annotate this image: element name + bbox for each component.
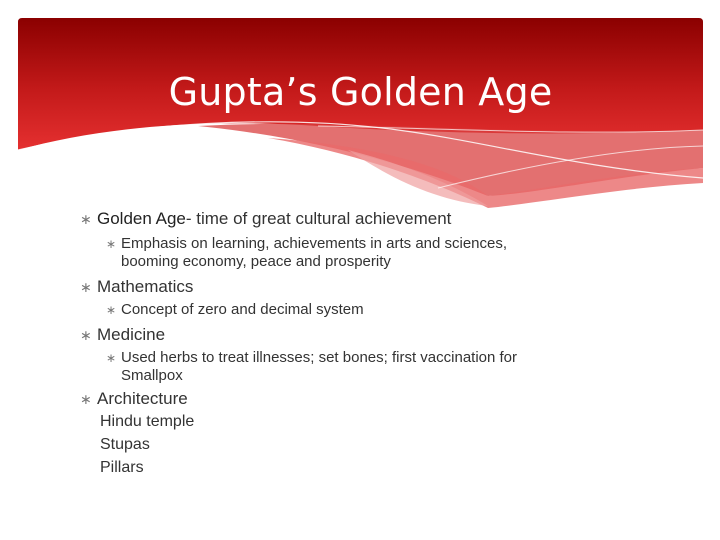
architecture-item-hindu-temple: Hindu temple [100,413,195,430]
mathematics-label: Mathematics [97,277,194,296]
architecture-item-pillars: Pillars [100,459,144,476]
emphasis-line1: Emphasis on learning, achievements in arts and sciences, [121,235,508,252]
slide-title: Gupta’s Golden Age [168,70,553,114]
bullet-icon: ∗ [80,211,92,227]
herbs-line1: Used herbs to treat illnesses; set bones; first vaccination for [121,349,518,366]
title-banner [18,18,703,208]
sub-bullet-icon: ∗ [106,351,117,365]
bullet-list [80,208,700,479]
bullet-icon: ∗ [80,279,92,295]
zero-text: Concept of zero and decimal system [121,301,364,318]
bullet-mathematics [80,276,700,298]
herbs-line2: Smallpox [121,367,183,384]
emphasis-line2: booming economy, peace and prosperity [121,253,391,270]
sub-bullet-zero [80,301,700,319]
medicine-label: Medicine [97,325,166,344]
golden-age-text: - time of great cultural achievement [185,209,452,228]
bullet-icon: ∗ [80,391,92,407]
sub-bullet-emphasis [80,235,700,271]
bullet-architecture [80,388,700,410]
sub-bullet-herbs [80,349,700,385]
architecture-item-stupas: Stupas [100,436,150,453]
bullet-golden-age [80,208,700,230]
sub-bullet-icon: ∗ [106,237,117,251]
architecture-label: Architecture [97,389,188,408]
term-golden-age: Golden Age [97,209,186,228]
bullet-icon: ∗ [80,327,92,343]
bullet-medicine [80,324,700,346]
sub-bullet-icon: ∗ [106,303,117,317]
